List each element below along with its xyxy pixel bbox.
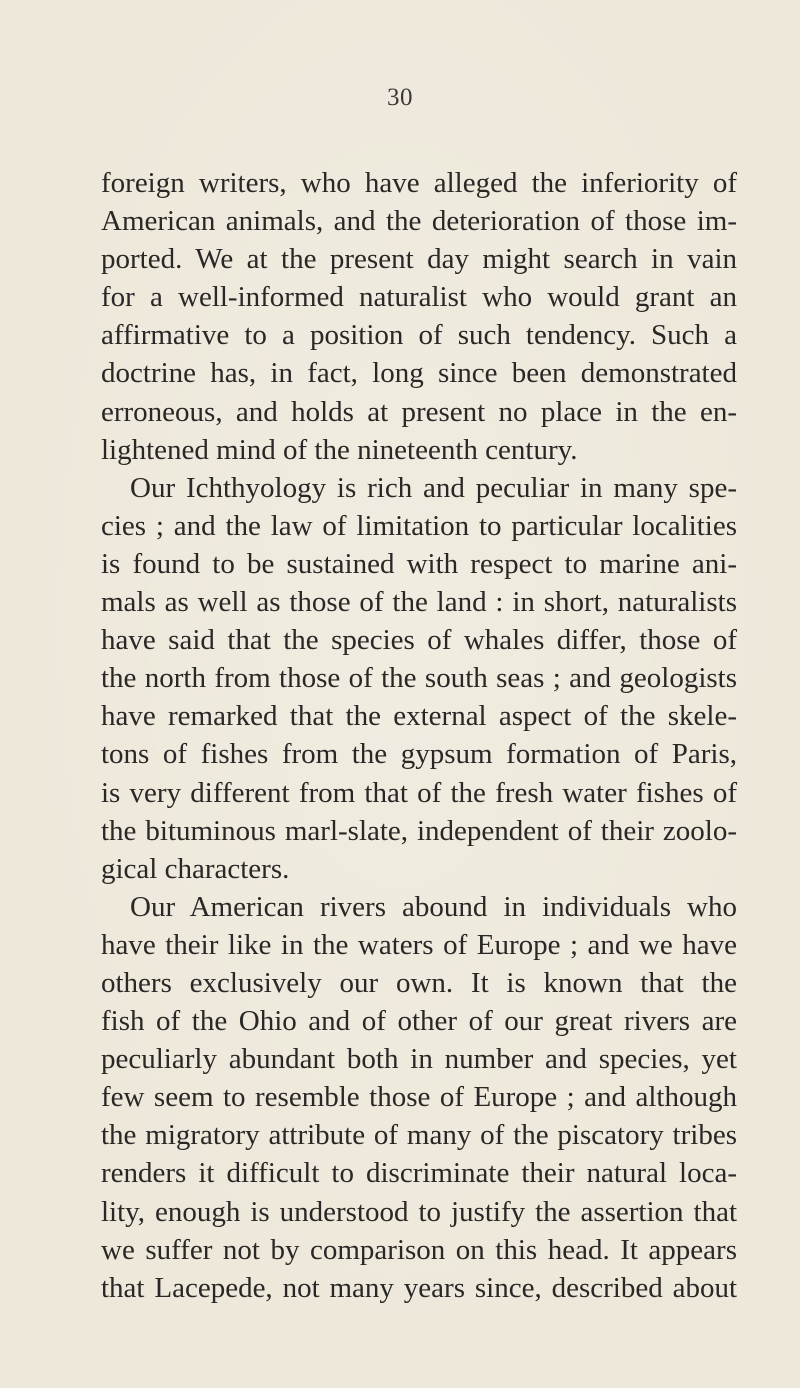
text-line: mals as well as those of the land : in short, naturalists (101, 586, 737, 619)
text-line: the bituminous marl-slate, independent of their zoolo- (101, 814, 737, 847)
text-line: have remarked that the external aspect of the skele- (101, 700, 737, 733)
text-line: fish of the Ohio and of other of our great rivers are (101, 1005, 737, 1038)
text-line: cies ; and the law of limitation to particular localities (101, 509, 737, 542)
text-line: Our Ichthyology is rich and peculiar in many spe- (130, 471, 737, 504)
text-line: have said that the species of whales differ, those of (101, 624, 737, 657)
text-line: few seem to resemble those of Europe ; and although (101, 1081, 737, 1114)
text-line: affirmative to a position of such tendency. Such a (101, 319, 737, 352)
text-line: Our American rivers abound in individuals who (130, 890, 737, 923)
text-line: erroneous, and holds at present no place in the en- (101, 395, 737, 428)
text-line: we suffer not by comparison on this head. It appears (101, 1233, 737, 1266)
text-line: tons of fishes from the gypsum formation of Paris, (101, 738, 737, 771)
text-line: American animals, and the deterioration of those im- (101, 205, 737, 238)
text-line: doctrine has, in fact, long since been demonstrated (101, 357, 737, 390)
body-text (101, 164, 737, 1307)
text-line: others exclusively our own. It is known that the (101, 966, 737, 999)
text-line: have their like in the waters of Europe ; and we have (101, 928, 737, 961)
text-line: for a well-informed naturalist who would grant an (101, 281, 737, 314)
text-line: is found to be sustained with respect to marine ani- (101, 547, 737, 580)
text-line: renders it difficult to discriminate their natural loca- (101, 1157, 737, 1190)
text-line: is very different from that of the fresh water fishes of (101, 776, 737, 809)
text-line: lightened mind of the nineteenth century. (101, 433, 578, 466)
text-line: that Lacepede, not many years since, described about (101, 1271, 737, 1304)
text-line: lity, enough is understood to justify the assertion that (101, 1195, 737, 1228)
text-line: the migratory attribute of many of the piscatory tribes (101, 1119, 737, 1152)
text-line: gical characters. (101, 852, 290, 885)
text-line: ported. We at the present day might search in vain (101, 243, 737, 276)
text-line: peculiarly abundant both in number and species, yet (101, 1043, 737, 1076)
text-line: the north from those of the south seas ; and geologists (101, 662, 737, 695)
text-line: foreign writers, who have alleged the inferiority of (101, 167, 737, 199)
page-number: 30 (387, 84, 413, 111)
